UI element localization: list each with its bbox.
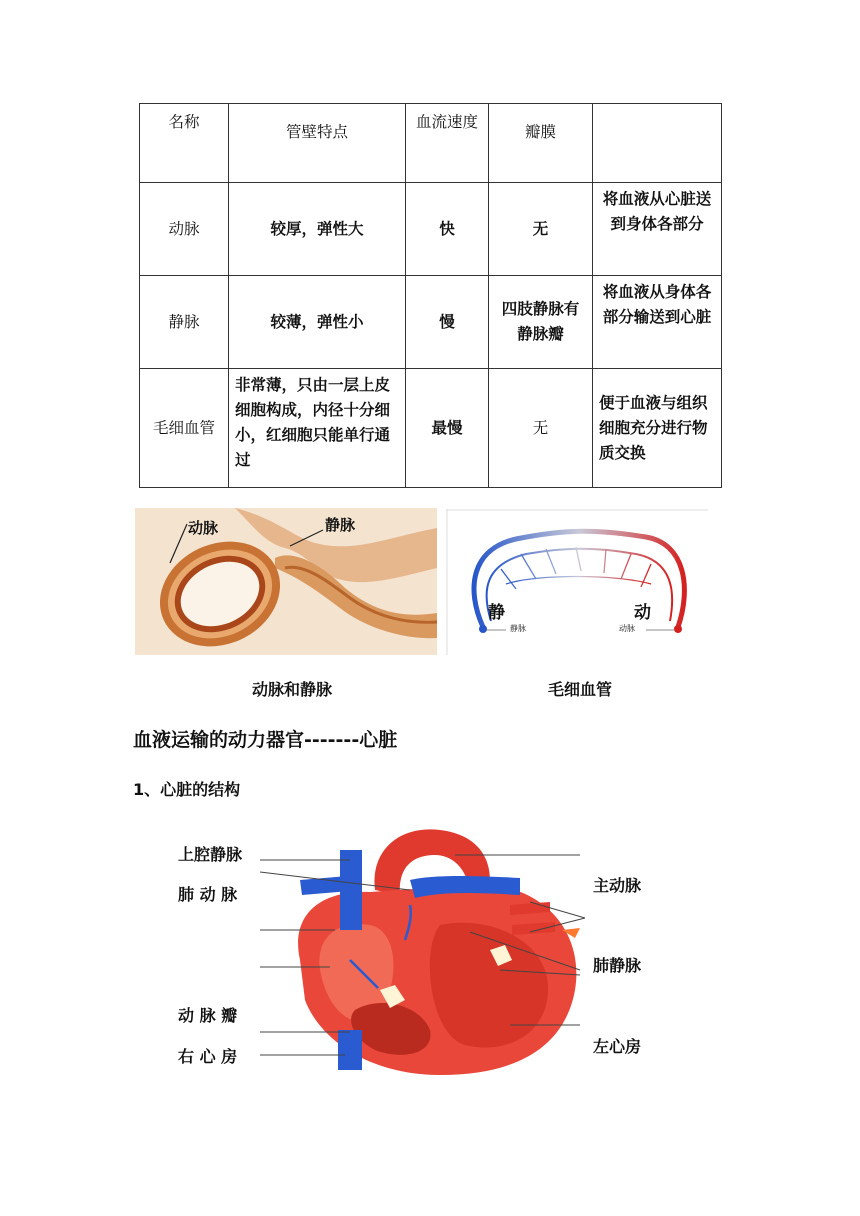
table-row <box>140 183 722 276</box>
label-pulmonary-vein: 肺静脉 <box>593 956 642 975</box>
cell-valve: 无 <box>489 369 593 488</box>
label-arterial-valve: 动 脉 瓣 <box>178 1006 238 1025</box>
capillary-diagram <box>446 509 708 655</box>
heart-diagram <box>0 820 860 1090</box>
cell-function: 便于血液与组织细胞充分进行物质交换 <box>593 369 722 488</box>
cell-function: 将血液从身体各部分输送到心脏 <box>593 276 722 369</box>
cell-speed: 最慢 <box>406 369 489 488</box>
label-aorta: 主动脉 <box>593 876 642 895</box>
label-right-atrium: 右 心 房 <box>178 1047 238 1066</box>
label-vein-side: 静 <box>488 603 505 623</box>
cell-name: 动脉 <box>140 183 229 276</box>
cell-name: 毛细血管 <box>140 369 229 488</box>
vessel-comparison-table <box>139 103 722 488</box>
header-wall: 管壁特点 <box>229 104 406 183</box>
cell-speed: 慢 <box>406 276 489 369</box>
section-title: 血液运输的动力器官-------心脏 <box>133 729 398 751</box>
label-pulmonary-artery: 肺 动 脉 <box>178 885 238 904</box>
cell-valve: 四肢静脉有静脉瓣 <box>489 276 593 369</box>
small-label-artery: 动脉 <box>619 624 635 633</box>
label-artery-side: 动 <box>634 603 651 623</box>
cell-wall: 非常薄，只由一层上皮细胞构成，内径十分细小，红细胞只能单行通过 <box>229 369 406 488</box>
cell-wall: 较薄，弹性小 <box>229 276 406 369</box>
label-vein: 静脉 <box>325 516 356 534</box>
cell-wall: 较厚，弹性大 <box>229 183 406 276</box>
header-valve: 瓣膜 <box>489 104 593 183</box>
label-superior-vena-cava: 上腔静脉 <box>178 845 243 864</box>
table-row <box>140 276 722 369</box>
table-header-row <box>140 104 722 183</box>
header-function <box>593 104 722 183</box>
cell-speed: 快 <box>406 183 489 276</box>
small-label-vein: 静脉 <box>510 624 526 633</box>
section-subtitle: 1、心脏的结构 <box>133 780 241 799</box>
artery-vein-illustration <box>135 508 437 655</box>
label-artery: 动脉 <box>188 519 219 537</box>
label-left-atrium: 左心房 <box>593 1037 642 1056</box>
capillary-network-illustration <box>446 509 708 655</box>
cell-valve: 无 <box>489 183 593 276</box>
header-speed: 血流速度 <box>406 104 489 183</box>
artery-vein-micrograph <box>135 508 437 655</box>
caption-artery-vein: 动脉和静脉 <box>252 680 333 699</box>
header-name: 名称 <box>140 104 229 183</box>
table-row <box>140 369 722 488</box>
cell-name: 静脉 <box>140 276 229 369</box>
cell-function: 将血液从心脏送到身体各部分 <box>593 183 722 276</box>
caption-capillary: 毛细血管 <box>548 680 613 699</box>
